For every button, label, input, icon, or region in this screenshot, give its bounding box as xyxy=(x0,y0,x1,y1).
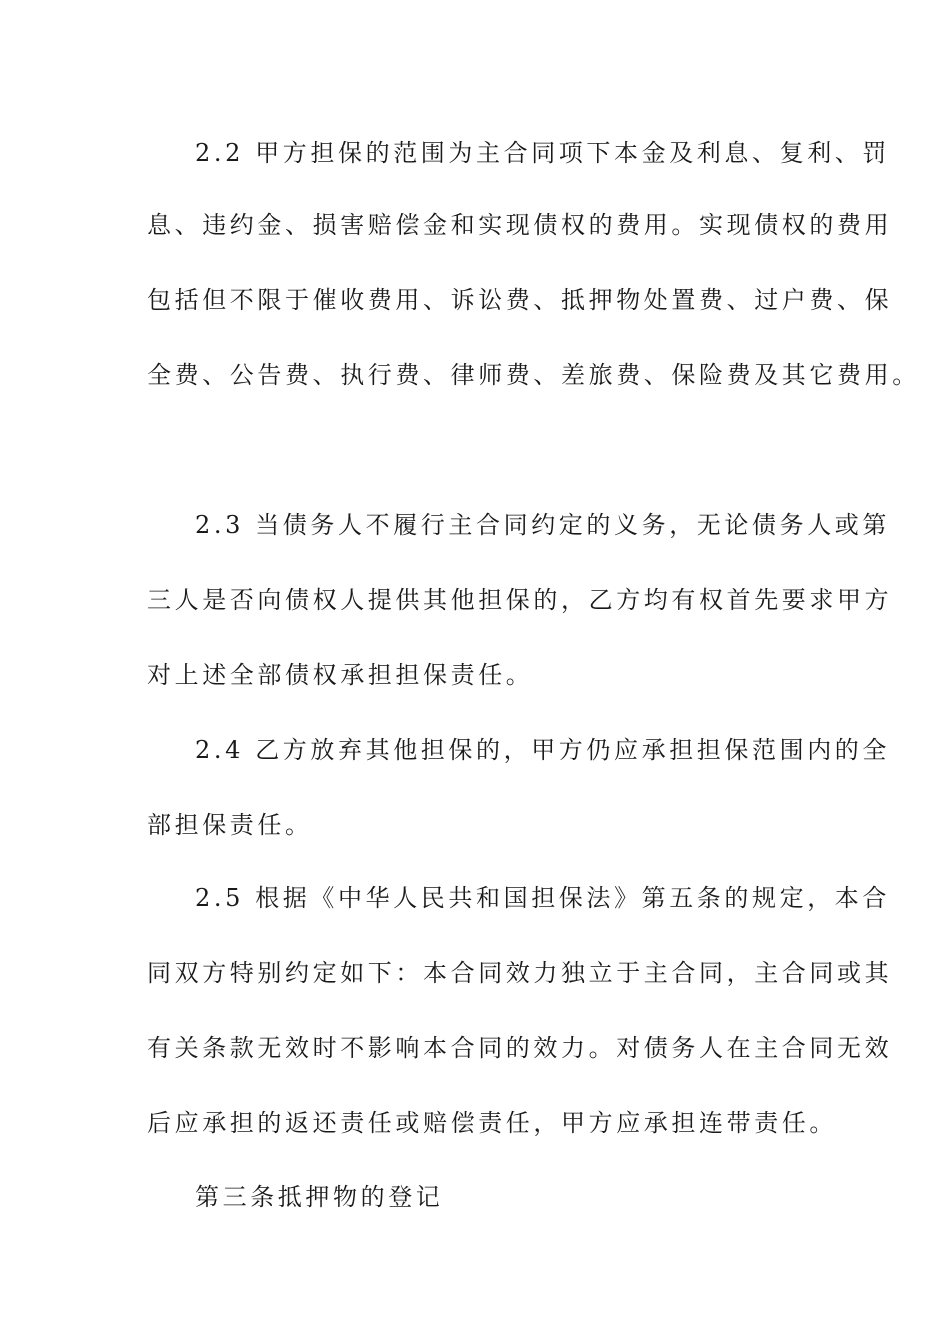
paragraph-2-2-line-3: 包括但不限于催收费用、诉讼费、抵押物处置费、过户费、保 xyxy=(147,286,893,314)
paragraph-2-2-line-2: 息、违约金、损害赔偿金和实现债权的费用。实现债权的费用 xyxy=(147,211,893,239)
paragraph-2-5-line-4: 后应承担的返还责任或赔偿责任，甲方应承担连带责任。 xyxy=(147,1109,837,1137)
paragraph-2-3-line-3: 对上述全部债权承担担保责任。 xyxy=(147,661,534,689)
paragraph-2-5-line-3: 有关条款无效时不影响本合同的效力。对债务人在主合同无效 xyxy=(147,1034,893,1062)
paragraph-2-2-line-4: 全费、公告费、执行费、律师费、差旅费、保险费及其它费用。 xyxy=(147,361,920,389)
paragraph-2-3-line-2: 三人是否向债权人提供其他担保的，乙方均有权首先要求甲方 xyxy=(147,586,893,614)
article-3-heading: 第三条抵押物的登记 xyxy=(195,1183,444,1211)
paragraph-2-2-line-1: 2.2 甲方担保的范围为主合同项下本金及利息、复利、罚 xyxy=(195,139,890,167)
paragraph-2-4-line-2: 部担保责任。 xyxy=(147,811,313,839)
paragraph-2-5-line-1: 2.5 根据《中华人民共和国担保法》第五条的规定，本合 xyxy=(195,884,890,912)
paragraph-2-4-line-1: 2.4 乙方放弃其他担保的，甲方仍应承担担保范围内的全 xyxy=(195,736,890,764)
paragraph-2-5-line-2: 同双方特别约定如下：本合同效力独立于主合同，主合同或其 xyxy=(147,959,893,987)
paragraph-2-3-line-1: 2.3 当债务人不履行主合同约定的义务，无论债务人或第 xyxy=(195,511,890,539)
